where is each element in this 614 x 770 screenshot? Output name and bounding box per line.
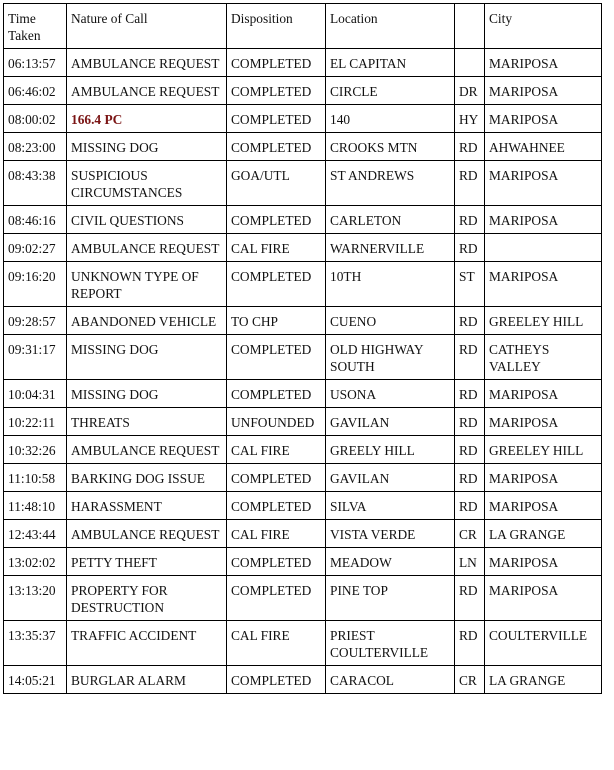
cell-nature-of-call: THREATS [67, 408, 227, 436]
cell-time: 14:05:21 [4, 666, 67, 694]
cell-city: MARIPOSA [485, 77, 602, 105]
cell-street-suffix: DR [455, 77, 485, 105]
table-body [4, 49, 602, 694]
cell-nature-of-call: AMBULANCE REQUEST [67, 436, 227, 464]
call-log-table [3, 3, 602, 694]
table-row [4, 307, 602, 335]
cell-street-suffix: RD [455, 234, 485, 262]
cell-street-suffix: RD [455, 436, 485, 464]
cell-disposition: CAL FIRE [227, 436, 326, 464]
cell-location: ST ANDREWS [326, 161, 455, 206]
table-row [4, 133, 602, 161]
cell-location: 10TH [326, 262, 455, 307]
cell-disposition: COMPLETED [227, 105, 326, 133]
cell-time: 11:48:10 [4, 492, 67, 520]
cell-time: 08:43:38 [4, 161, 67, 206]
cell-location: PRIEST COULTERVILLE [326, 621, 455, 666]
cell-nature-of-call: MISSING DOG [67, 380, 227, 408]
cell-time: 08:23:00 [4, 133, 67, 161]
cell-city: LA GRANGE [485, 520, 602, 548]
cell-nature-of-call: SUSPICIOUS CIRCUMSTANCES [67, 161, 227, 206]
cell-street-suffix: ST [455, 262, 485, 307]
cell-nature-of-call: HARASSMENT [67, 492, 227, 520]
cell-nature-of-call: UNKNOWN TYPE OF REPORT [67, 262, 227, 307]
cell-street-suffix: RD [455, 335, 485, 380]
cell-location: GREELY HILL [326, 436, 455, 464]
cell-nature-of-call: MISSING DOG [67, 133, 227, 161]
cell-nature-of-call: 166.4 PC [67, 105, 227, 133]
cell-street-suffix: HY [455, 105, 485, 133]
cell-time: 13:13:20 [4, 576, 67, 621]
cell-location: 140 [326, 105, 455, 133]
cell-disposition: CAL FIRE [227, 234, 326, 262]
cell-disposition: COMPLETED [227, 464, 326, 492]
cell-city: MARIPOSA [485, 206, 602, 234]
table-row [4, 206, 602, 234]
cell-location: CARLETON [326, 206, 455, 234]
table-row [4, 576, 602, 621]
cell-street-suffix: RD [455, 206, 485, 234]
cell-street-suffix: CR [455, 666, 485, 694]
cell-street-suffix: RD [455, 133, 485, 161]
cell-time: 10:04:31 [4, 380, 67, 408]
cell-time: 06:13:57 [4, 49, 67, 77]
cell-disposition: CAL FIRE [227, 621, 326, 666]
cell-city [485, 234, 602, 262]
cell-street-suffix: RD [455, 161, 485, 206]
cell-location: MEADOW [326, 548, 455, 576]
cell-disposition: COMPLETED [227, 548, 326, 576]
cell-disposition: UNFOUNDED [227, 408, 326, 436]
cell-disposition: TO CHP [227, 307, 326, 335]
header-nature-of-call: Nature of Call [67, 4, 227, 49]
header-location: Location [326, 4, 455, 49]
table-row [4, 262, 602, 307]
cell-nature-of-call: AMBULANCE REQUEST [67, 77, 227, 105]
cell-location: GAVILAN [326, 464, 455, 492]
cell-time: 09:31:17 [4, 335, 67, 380]
cell-street-suffix: RD [455, 408, 485, 436]
table-row [4, 161, 602, 206]
cell-location: CUENO [326, 307, 455, 335]
table-row [4, 380, 602, 408]
cell-city: MARIPOSA [485, 408, 602, 436]
cell-city: MARIPOSA [485, 492, 602, 520]
cell-disposition: GOA/UTL [227, 161, 326, 206]
cell-nature-of-call: BURGLAR ALARM [67, 666, 227, 694]
cell-time: 11:10:58 [4, 464, 67, 492]
cell-location: GAVILAN [326, 408, 455, 436]
cell-disposition: COMPLETED [227, 335, 326, 380]
cell-nature-of-call: MISSING DOG [67, 335, 227, 380]
cell-street-suffix: RD [455, 380, 485, 408]
cell-location: OLD HIGHWAY SOUTH [326, 335, 455, 380]
cell-street-suffix: RD [455, 492, 485, 520]
cell-time: 09:28:57 [4, 307, 67, 335]
header-street-suffix [455, 4, 485, 49]
table-row [4, 335, 602, 380]
header-city: City [485, 4, 602, 49]
table-row [4, 436, 602, 464]
table-row [4, 666, 602, 694]
cell-street-suffix: RD [455, 576, 485, 621]
cell-location: CARACOL [326, 666, 455, 694]
cell-city: MARIPOSA [485, 576, 602, 621]
cell-location: EL CAPITAN [326, 49, 455, 77]
cell-city: MARIPOSA [485, 380, 602, 408]
table-row [4, 621, 602, 666]
table-row [4, 548, 602, 576]
cell-disposition: COMPLETED [227, 49, 326, 77]
cell-location: PINE TOP [326, 576, 455, 621]
cell-time: 13:35:37 [4, 621, 67, 666]
cell-street-suffix: RD [455, 464, 485, 492]
cell-street-suffix [455, 49, 485, 77]
table-row [4, 49, 602, 77]
cell-disposition: COMPLETED [227, 133, 326, 161]
header-disposition: Disposition [227, 4, 326, 49]
cell-city: GREELEY HILL [485, 436, 602, 464]
cell-time: 06:46:02 [4, 77, 67, 105]
cell-time: 09:02:27 [4, 234, 67, 262]
cell-location: VISTA VERDE [326, 520, 455, 548]
cell-street-suffix: RD [455, 307, 485, 335]
cell-nature-of-call: AMBULANCE REQUEST [67, 234, 227, 262]
cell-city: MARIPOSA [485, 262, 602, 307]
cell-location: SILVA [326, 492, 455, 520]
cell-time: 08:00:02 [4, 105, 67, 133]
cell-city: LA GRANGE [485, 666, 602, 694]
cell-nature-of-call: ABANDONED VEHICLE [67, 307, 227, 335]
header-row [4, 4, 602, 49]
cell-time: 08:46:16 [4, 206, 67, 234]
cell-city: CATHEYS VALLEY [485, 335, 602, 380]
cell-disposition: COMPLETED [227, 206, 326, 234]
cell-nature-of-call: TRAFFIC ACCIDENT [67, 621, 227, 666]
table-row [4, 520, 602, 548]
cell-time: 13:02:02 [4, 548, 67, 576]
cell-city: MARIPOSA [485, 464, 602, 492]
table-row [4, 464, 602, 492]
cell-time: 09:16:20 [4, 262, 67, 307]
cell-time: 10:32:26 [4, 436, 67, 464]
cell-city: MARIPOSA [485, 105, 602, 133]
cell-city: MARIPOSA [485, 548, 602, 576]
cell-disposition: COMPLETED [227, 380, 326, 408]
header-time-taken: Time Taken [4, 4, 67, 49]
table-row [4, 77, 602, 105]
cell-nature-of-call: AMBULANCE REQUEST [67, 520, 227, 548]
cell-disposition: COMPLETED [227, 576, 326, 621]
cell-nature-of-call: PETTY THEFT [67, 548, 227, 576]
cell-nature-of-call: CIVIL QUESTIONS [67, 206, 227, 234]
cell-disposition: COMPLETED [227, 262, 326, 307]
cell-city: MARIPOSA [485, 49, 602, 77]
cell-nature-of-call: PROPERTY FOR DESTRUCTION [67, 576, 227, 621]
cell-location: CROOKS MTN [326, 133, 455, 161]
cell-time: 12:43:44 [4, 520, 67, 548]
cell-disposition: COMPLETED [227, 492, 326, 520]
cell-nature-of-call: AMBULANCE REQUEST [67, 49, 227, 77]
cell-street-suffix: RD [455, 621, 485, 666]
cell-city: COULTERVILLE [485, 621, 602, 666]
cell-city: AHWAHNEE [485, 133, 602, 161]
cell-location: USONA [326, 380, 455, 408]
cell-city: GREELEY HILL [485, 307, 602, 335]
cell-street-suffix: CR [455, 520, 485, 548]
cell-time: 10:22:11 [4, 408, 67, 436]
table-row [4, 408, 602, 436]
cell-location: CIRCLE [326, 77, 455, 105]
table-row [4, 105, 602, 133]
table-row [4, 492, 602, 520]
cell-disposition: COMPLETED [227, 77, 326, 105]
cell-nature-of-call: BARKING DOG ISSUE [67, 464, 227, 492]
cell-city: MARIPOSA [485, 161, 602, 206]
cell-disposition: COMPLETED [227, 666, 326, 694]
cell-location: WARNERVILLE [326, 234, 455, 262]
cell-disposition: CAL FIRE [227, 520, 326, 548]
cell-street-suffix: LN [455, 548, 485, 576]
table-row [4, 234, 602, 262]
